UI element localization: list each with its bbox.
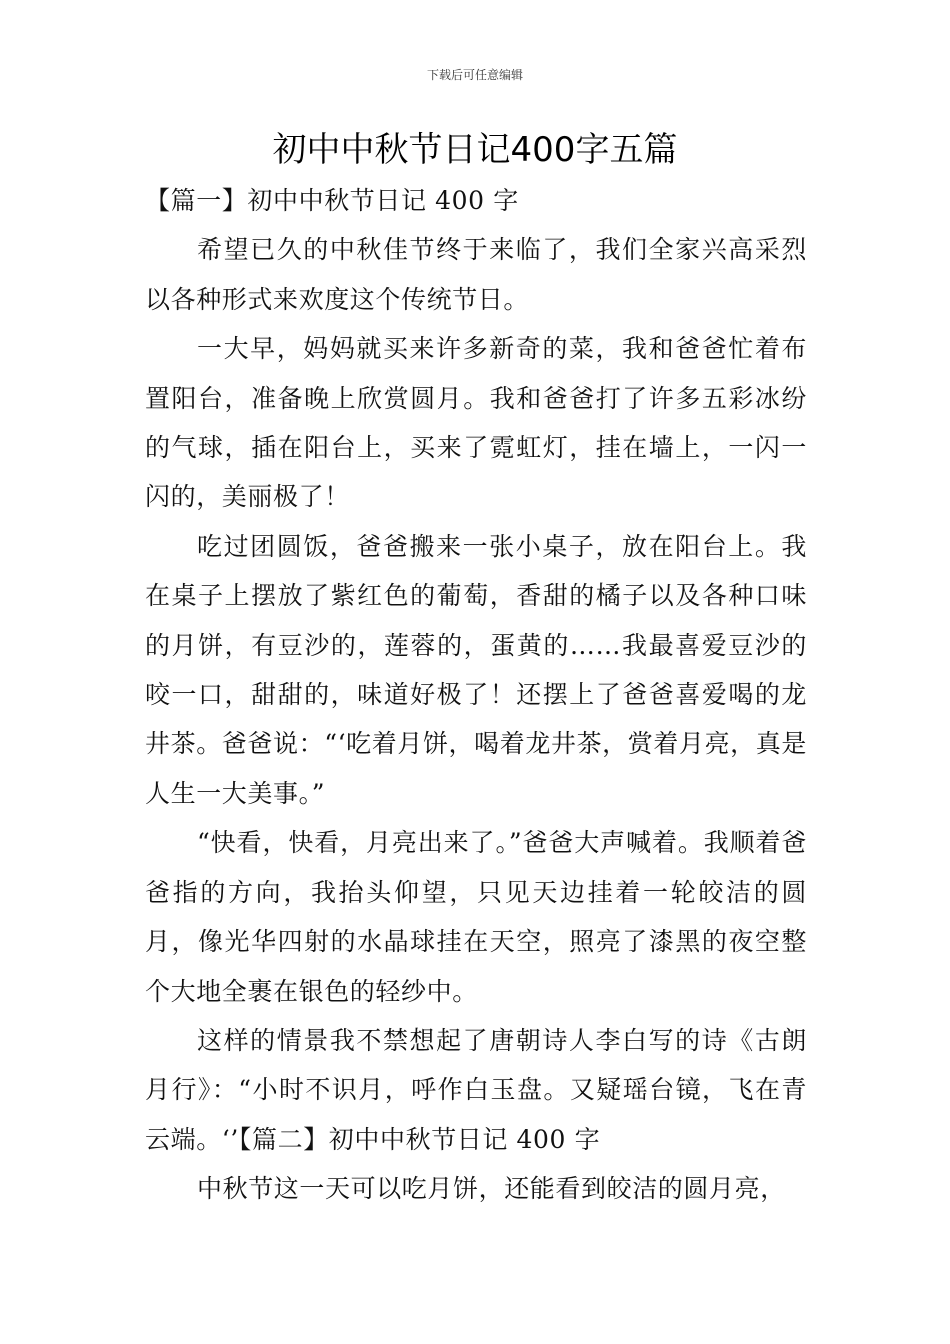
body-paragraph-3: 吃过团圆饭，爸爸搬来一张小桌子，放在阳台上。我在桌子上摆放了紫红色的葡萄，香甜的橘子以及各种口味的月饼，有豆沙的，莲蓉的，蛋黄的……我最喜爱豆沙的咬一口，甜甜的，味道好极了！还摆上了爸爸喜爱喝的龙井茶。爸爸说：“‘吃着月饼，喝着龙井茶，赏着月亮，真是人生一大美事。”: [145, 531, 807, 808]
section-heading-1: 【篇一】初中中秋节日记 400 字: [145, 186, 519, 215]
body-paragraph-4: “快看，快看，月亮出来了。”爸爸大声喊着。我顺着爸爸指的方向，我抬头仰望，只见天边挂着一轮皎洁的圆月，像光华四射的水晶球挂在天空，照亮了漆黑的夜空整个大地全裹在银色的轻纱中。: [145, 828, 807, 1006]
body-paragraph-1: 希望已久的中秋佳节终于来临了，我们全家兴高采烈以各种形式来欢度这个传统节日。: [145, 235, 807, 314]
body-paragraph-5: 这样的情景我不禁想起了唐朝诗人李白写的诗《古朗月行》：“小时不识月，呼作白玉盘。又疑瑶台镜，飞在青云端。‘’【篇二】初中中秋节日记 400 字: [145, 1025, 807, 1154]
document-title: 初中中秋节日记400字五篇: [272, 130, 678, 170]
page-header-note: 下载后可任意编辑: [426, 68, 523, 82]
body-paragraph-6: 中秋节这一天可以吃月饼，还能看到皎洁的圆月亮，: [197, 1174, 786, 1204]
body-paragraph-2: 一大早，妈妈就买来许多新奇的菜，我和爸爸忙着布置阳台，准备晚上欣赏圆月。我和爸爸打了许多五彩冰纷的气球，插在阳台上，买来了霓虹灯，挂在墙上，一闪一闪的，美丽极了！: [145, 334, 807, 512]
document-body: [145, 176, 807, 1214]
